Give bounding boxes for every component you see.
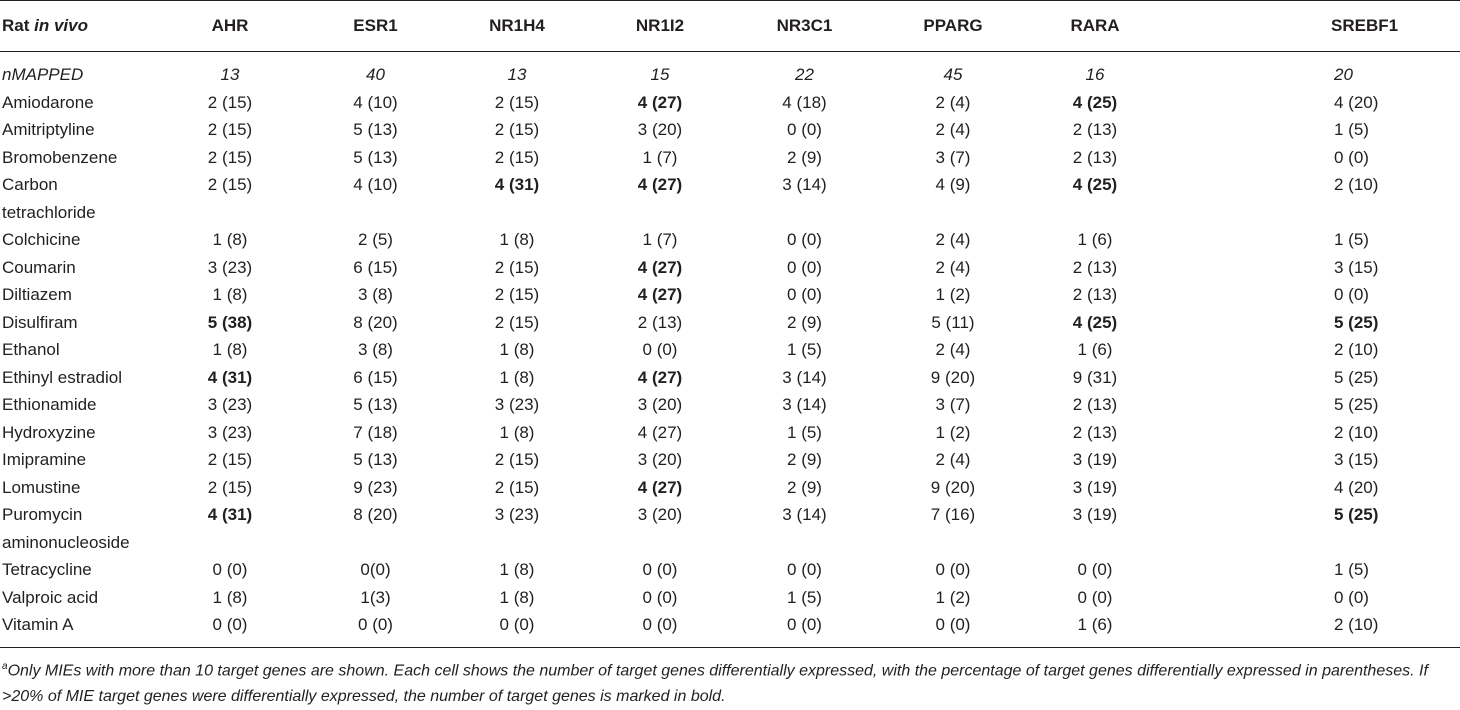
table-cell: 0 (0) [880,611,1026,647]
table-cell: 2 (15) [494,257,540,277]
column-header-srebf1: SREBF1 [1164,1,1460,52]
table-cell: 1(3) [360,587,391,607]
table-cell: 5 (25) [1334,395,1379,414]
table-cell: 3 (14) [782,395,827,414]
table-cell: 1 (5) [1334,120,1369,139]
compound-name: Tetracycline [2,560,92,579]
table-cell: 5 (38) [207,312,253,332]
table-cell: 2 (15) [207,120,253,139]
table-cell: 0 (0) [787,560,822,579]
table-row [0,171,1460,226]
column-header-ahr: AHR [152,1,308,52]
table-cell: 5 (25) [1334,505,1379,524]
nmapped-label: nMAPPED [2,65,84,84]
table-cell: 2 (9) [787,147,822,167]
table-cell: 4 (10) [353,92,398,112]
compound-name: Colchicine [2,230,81,249]
column-header-pparg: PPARG [880,1,1026,52]
table-cell: 1 (6) [1077,340,1113,359]
table-row [0,226,1460,254]
table-cell: 2 (4) [935,340,971,359]
compound-name: Amiodarone [2,92,94,112]
table-cell: 1 (8) [499,230,535,249]
table-row [0,391,1460,419]
table-cell: 2 (15) [494,92,540,112]
table-cell: 1 (8) [499,587,535,607]
table-cell: 2 (15) [494,450,540,469]
compound-name: Lomustine [2,477,81,497]
column-header-rara: RARA [1026,1,1164,52]
table-cell: 4 (25) [1072,312,1118,332]
table-cell: 0 (0) [1077,560,1113,579]
table-cell: 4 (27) [637,422,683,442]
table-cell: 2 (10) [1334,340,1379,359]
table-cell: 0 (0) [1334,147,1369,167]
nmapped-value: 22 [795,65,814,84]
table-row [0,309,1460,337]
compound-name: Puromycin aminonucleoside [2,505,130,552]
table-cell: 3 (15) [1334,450,1379,469]
table-cell: 1 (6) [1077,230,1113,249]
table-cell: 1 (8) [499,340,535,359]
table-cell: 1 (2) [935,422,971,442]
table-cell: 1 (8) [499,560,535,579]
table-cell: 4 (25) [1072,175,1118,194]
table-cell: 1 (5) [787,587,822,607]
table-cell: 1 (5) [1334,230,1369,249]
table-cell: 5 (13) [353,147,398,167]
table-row [0,446,1460,474]
table-row [0,584,1460,612]
nmapped-value: 40 [366,65,385,84]
table-cell: 1 (5) [787,340,822,359]
table-cell: 1 (2) [935,587,971,607]
table-cell: 9 (20) [930,477,976,497]
compound-name: Bromobenzene [2,147,118,167]
table-cell: 2 (13) [1072,395,1118,414]
table-cell: 2 (13) [1072,257,1118,277]
table-cell: 3 (19) [1072,450,1118,469]
table-cell: 3 (8) [358,340,393,359]
table-row [0,254,1460,282]
table-cell: 0 (0) [787,230,822,249]
table-cell: 3 (23) [207,422,253,442]
table-cell: 2 (10) [1164,611,1460,647]
nmapped-row [0,52,1460,89]
table-cell: 1 (5) [787,422,822,442]
table-cell: 7 (16) [930,505,976,524]
footnote-text: Only MIEs with more than 10 target genes are shown. Each cell shows the number of target genes differentially expressed, with the percentage of target genes differentially expressed in parentheses. If >20% of MIE target genes were differentially expressed, the number of target genes is marked in bold. [2,662,1428,706]
table-row [0,419,1460,447]
table-cell: 0 (0) [787,257,822,277]
table-cell: 2 (13) [1072,120,1118,139]
nmapped-value: 20 [1334,65,1353,84]
table-cell: 3 (14) [782,505,827,524]
table-cell: 2 (15) [207,147,253,167]
table-cell: 2 (9) [787,312,822,332]
header-row [0,1,1460,52]
nmapped-value: 13 [220,65,240,84]
table-cell: 5 (13) [353,395,398,414]
table-cell: 1 (8) [499,422,535,442]
table-row [0,281,1460,309]
table-cell: 3 (20) [637,505,683,524]
compound-name: Imipramine [2,450,87,469]
table-cell: 9 (23) [353,477,398,497]
table-cell: 3 (19) [1072,477,1118,497]
table-row [0,474,1460,502]
compound-name: Diltiazem [2,285,72,304]
table-cell: 0 (0) [212,560,248,579]
table-cell: 1 (8) [212,587,248,607]
table-cell: 1 (8) [212,230,248,249]
table-cell: 4 (20) [1334,92,1379,112]
table-cell: 4 (31) [494,175,540,194]
table-cell: 3 (15) [1334,257,1379,277]
table-cell: 5 (13) [353,120,398,139]
table-row [0,116,1460,144]
table-cell: 0 (0) [152,611,308,647]
table-cell: 4 (27) [637,367,683,387]
table-cell: 7 (18) [353,422,398,442]
table-cell: 2 (15) [494,285,540,304]
table-cell: 5 (11) [931,312,975,332]
table-cell: 2 (15) [494,120,540,139]
table-body [0,52,1460,648]
table-cell: 1 (7) [642,230,678,249]
table-cell: 4 (10) [353,175,398,194]
compound-name: Disulfiram [2,312,78,332]
table-footnote [2,654,1442,710]
table-cell: 2 (10) [1334,175,1379,194]
table-cell: 0 (0) [591,611,729,647]
table-cell: 0 (0) [1334,285,1369,304]
table-cell: 5 (25) [1334,367,1379,387]
table-cell: 4 (31) [207,505,253,524]
nmapped-value: 15 [650,65,670,84]
nmapped-value: 13 [507,65,527,84]
table-cell: 0 (0) [787,285,822,304]
table-cell: 4 (20) [1334,477,1379,497]
table-row [0,144,1460,172]
table-cell: 4 (31) [207,367,253,387]
table-cell: 4 (27) [637,175,683,194]
table-cell: 2 (13) [1072,422,1118,442]
table-cell: 0 (0) [642,587,678,607]
table-cell: 0 (0) [1077,587,1113,607]
table-cell: 2 (15) [207,92,253,112]
table-cell: 2 (4) [935,230,971,249]
footnote-marker: a [2,661,8,672]
table-cell: 3 (7) [935,147,971,167]
table-cell: 2 (4) [935,257,971,277]
table-cell: 2 (9) [787,477,822,497]
compound-name: Ethanol [2,340,60,359]
table-cell: 0 (0) [729,611,880,647]
table-cell: 2 (15) [494,147,540,167]
table-cell: 0 (0) [787,120,822,139]
table-cell: 0 (0) [1334,587,1369,607]
table-cell: 2 (15) [207,175,253,194]
table-cell: 2 (15) [494,312,540,332]
table-cell: 1 (8) [212,285,248,304]
table-row [0,364,1460,392]
table-cell: 0(0) [360,560,391,579]
table-cell: 0 (0) [935,560,971,579]
table-cell: 3 (20) [637,120,683,139]
table-cell: 2 (9) [787,450,822,469]
compound-name: Amitriptyline [2,120,95,139]
table-cell: 3 (14) [782,175,827,194]
table-cell: 2 (4) [935,120,971,139]
table-cell: 5 (13) [353,450,398,469]
table-cell: 2 (13) [1072,147,1118,167]
table-cell: 2 (10) [1334,422,1379,442]
table-cell: 6 (15) [353,367,398,387]
table-cell: 3 (7) [935,395,971,414]
table-cell: 3 (20) [637,395,683,414]
table-cell: 5 (25) [1334,312,1379,332]
table-cell: 0 (0) [642,340,678,359]
column-header-nr3c1: NR3C1 [729,1,880,52]
table-cell: 1 (8) [212,340,248,359]
table-cell: 4 (18) [782,92,827,112]
table-row [0,501,1460,556]
table-cell: 4 (9) [935,175,971,194]
table-cell: 0 (0) [642,560,678,579]
column-header-nr1i2: NR1I2 [591,1,729,52]
row-label-header: Rat in vivo [0,1,152,52]
table-cell: 1 (2) [935,285,971,304]
nmapped-value: 45 [943,65,963,84]
compound-name: Hydroxyzine [2,422,96,442]
table-cell: 0 (0) [443,611,591,647]
compound-name: Ethionamide [2,395,97,414]
compound-name: Vitamin A [0,611,152,647]
table-cell: 3 (14) [782,367,827,387]
table-cell: 1 (8) [499,367,535,387]
table-cell: 2 (5) [358,230,393,249]
table-cell: 3 (23) [494,395,540,414]
nmapped-value: 16 [1085,65,1105,84]
table-cell: 3 (8) [358,285,393,304]
table-row [0,611,1460,647]
table-cell: 2 (4) [935,450,971,469]
table-cell: 4 (27) [637,257,683,277]
table-cell: 0 (0) [308,611,443,647]
table-cell: 4 (27) [637,477,683,497]
table-cell: 9 (31) [1072,367,1118,387]
table-cell: 2 (4) [935,92,971,112]
table-cell: 2 (15) [207,477,253,497]
table-row [0,89,1460,117]
compound-name: Valproic acid [2,587,99,607]
table-cell: 1 (6) [1026,611,1164,647]
table-cell: 2 (15) [494,477,540,497]
table-cell: 9 (20) [930,367,976,387]
table-cell: 2 (13) [637,312,683,332]
table-cell: 3 (20) [637,450,683,469]
table-row [0,556,1460,584]
table-cell: 3 (19) [1072,505,1118,524]
column-header-nr1h4: NR1H4 [443,1,591,52]
compound-name: Carbon tetrachloride [2,175,96,222]
table-cell: 2 (15) [207,450,253,469]
compound-name: Coumarin [2,257,76,277]
table-cell: 1 (7) [642,147,678,167]
table-cell: 1 (5) [1334,560,1369,579]
table-cell: 3 (23) [207,395,253,414]
table-cell: 3 (23) [494,505,540,524]
table-cell: 8 (20) [353,312,398,332]
table-header [0,1,1460,52]
table-cell: 4 (27) [637,92,683,112]
table-cell: 2 (13) [1072,285,1118,304]
compound-name: Ethinyl estradiol [2,367,123,387]
table-cell: 4 (25) [1072,92,1118,112]
table-cell: 6 (15) [353,257,398,277]
table-cell: 8 (20) [353,505,398,524]
table-row [0,336,1460,364]
table-cell: 3 (23) [207,257,253,277]
column-header-esr1: ESR1 [308,1,443,52]
table-cell: 4 (27) [637,285,683,304]
